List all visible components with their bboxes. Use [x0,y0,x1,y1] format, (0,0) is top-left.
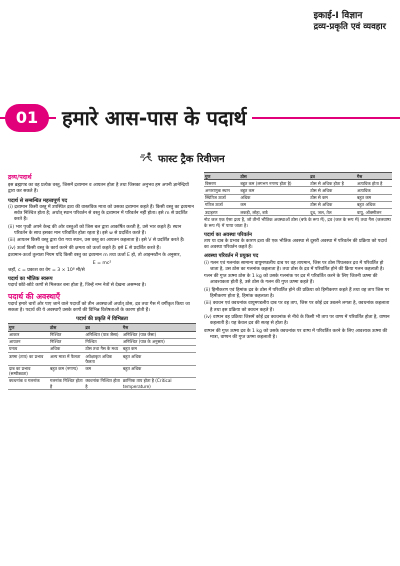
states-text: पदार्थ हमारे चारों ओर पाए जाने वाले पदार्थों को तीन अवस्थाओं अर्थात् ठोस, द्रव तथा गैस में वर्गीकृत किया जा सकता है। पदार्थ की ये अवस्थाएँ उसके कणों की विभिन्न विशेषताओं के कारण होती हैं। [8,301,190,313]
table-cell: कम [239,201,309,208]
table-cell: क्वथनांक व गलनांक [8,377,49,389]
table-cell: बहुत कम [356,194,392,201]
column-header: गुण [204,173,239,180]
column-header: गैस [122,324,196,331]
states-heading: पदार्थ की अवस्थाएँ [8,291,61,301]
section-title-matter: द्रव्य/पदार्थ [8,174,32,181]
table-cell: अल्प मात्रा में फैलता [49,353,84,365]
term-boiling: (iii) क्वथन एवं क्वथनांक वायुमण्डलीय दाब पर वह ताप, जिस पर कोई द्रव उबलने लगता है, क्वथनांक कहलाता है तथा इस प्रक्रिया को क्वथन कहते हैं। [204,301,390,313]
chapter-title: हमारे आस-पास के पदार्थ [56,104,252,132]
column-header: गुण [8,324,49,331]
term-mass: (i) द्रव्यमान किसी वस्तु में उपस्थित द्रव्य की वास्तविक मात्रा को उसका द्रव्यमान कहते हैं। किसी वस्तु का द्रव्यमान सर्वत्र निश्चित होता है; अर्थात् स्थान परिवर्तन से वस्तु के द्रव्यमान में परिवर्तन नहीं होता। इसे m से प्रदर्शित करते हैं। [8,204,194,223]
table-cell: ठोस तथा गैस के मध्य [84,345,122,352]
table-cell: क्वथनांक निश्चित होता है [85,378,120,389]
left-column [8,172,196,390]
physical-nature-text: पदार्थ छोटे-छोटे कणों से मिलकर बना होता है, जिन्हें नग्न नेत्रों से देखना असम्भव है। [8,283,147,289]
column-header: गैस [356,173,392,180]
table-cell: अन्तराणुक स्थान [204,187,239,194]
term-energy: (iv) ऊर्जा किसी वस्तु के कार्य करने की क्षमता को ऊर्जा कहते हैं। इसे E से प्रदर्शित करते हैं। [8,245,161,251]
table-cell: ठोस से अधिक होता है [309,180,356,187]
mass-energy-formula: E = mc² [92,260,112,266]
term-weight: (ii) भार पृथ्वी अपने केन्द्र की ओर वस्तुओं को जिस बल द्वारा आकर्षित करती है, उसे भार कहते हैं। स्थान परिवर्तन के साथ इसका मान परिवर्तित होता रहता है। इसे w से प्रदर्शित करते हैं। [8,224,182,236]
table-cell: अनिश्चित (पात्र जैसा) [122,331,196,338]
column-header: द्रव [309,173,356,180]
change-terms-heading: अवस्था परिवर्तन में प्रयुक्त पद [204,253,259,260]
comparison-table-left [8,323,196,390]
table-cell: दूध, जल, तेल [309,209,356,216]
table-cell: अधिक [49,345,84,352]
fast-track-heading [140,151,225,165]
table-cell: अनिश्चित (पात्र के अनुसार) [122,338,196,345]
formula-where: जहाँ, c = प्रकाश का वेग = 3 × 10⁸ मी/से [8,267,85,273]
terms-heading: पदार्थ से सम्बन्धित महत्त्वपूर्ण पद [8,197,68,204]
table-row [8,345,196,352]
table-cell: घनत्व [8,345,49,352]
table-cell: दाब का प्रभाव (सम्पीड्यता) [8,365,49,377]
table-cell: बहुत कम (नगण्य) [49,365,84,377]
table-cell: आयतन [8,338,49,345]
table-cell: बहुत कम (लगभग नगण्य होता है) [239,180,309,187]
table-cell: क्रान्तिक ताप होता है (Critical temperature) [122,377,196,389]
table-row [8,338,196,345]
change-of-state-heading: पदार्थ का अवस्था परिवर्तन [204,231,252,238]
table-cell: निश्चित [49,338,84,345]
table-cell: अपेक्षाकृत अधिक फैलता [84,353,122,365]
table-cell: लकड़ी, लोहा, बर्फ [239,209,309,216]
table-cell: ठोस से अधिक [309,187,356,194]
term-latent-heat-vaporisation: वाष्पन की गुप्त ऊष्मा द्रव के 1 kg को उसके क्वथनांक पर वाष्प में परिवर्तित करने के लिए आवश्यक ऊष्मा की मात्रा, वाष्पन की गुप्त ऊष्मा कहलाती है। [204,328,388,340]
term-freezing: (ii) हिमीकरण एवं हिमांक द्रव के ठोस में परिवर्तित होने की प्रक्रिया को हिमीकरण कहते हैं तथा वह ताप जिस पर हिमीकरण होता है, हिमांक कहलाता है। [204,287,390,300]
physical-nature-heading: पदार्थ का भौतिक स्वरूप [8,276,53,283]
table-cell: अनिश्चित (पात्र जैसा) [84,331,122,338]
right-column [204,172,392,342]
table-cell: निश्चित [49,331,84,338]
table-cell: अधिक [239,194,309,201]
unit-subtitle: द्रव्य-प्रकृति एवं व्यवहार [313,22,386,32]
chapter-banner [0,104,400,132]
column-header: ठोस [49,324,84,331]
table-cell: ठोस से कम [309,194,356,201]
table-cell: बहुत अधिक [122,365,196,377]
fast-track-title: फास्ट ट्रैक रिवीजन [158,154,225,165]
table-row [8,377,196,389]
table-cell: ऊष्मा (ताप) का प्रभाव [8,353,49,365]
table-cell: गतिज ऊर्जा [204,201,239,208]
unit-label: इकाई-I विज्ञान [313,11,363,21]
comparison-table-title: पदार्थ की प्रकृति में विभिन्नता [76,316,128,323]
term-latent-heat-fusion: गलन की गुप्त ऊष्मा ठोस के 1 kg को उसके गलनांक पर द्रव में परिवर्तित करने के लिए जितनी ऊष्मा की आवश्यकता होती है, उसे ठोस के गलन की गुप्त ऊष्मा कहते हैं। [204,274,378,286]
table-row [8,331,196,338]
table-row [204,187,392,194]
table-row [204,201,392,208]
table-cell: बहुत कम [122,345,196,352]
unit-header [314,8,386,32]
table-cell: वायु, ऑक्सीजन [356,209,392,216]
table-cell: गलनांक निश्चित होता है [49,378,83,389]
table-row [204,209,392,216]
table-row [8,365,196,377]
matter-intro: इस ब्रह्माण्ड का वह प्रत्येक वस्तु, जिसमें द्रव्यमान व आयतन होता है तथा जिसका अनुभव हम अपनी ज्ञानेन्द्रियों द्वारा कर सकते हैं। [8,183,189,195]
table-cell: विसरण [204,180,239,187]
term-volume: (iii) आयतन किसी वस्तु द्वारा घेरा गया स्थान, उस वस्तु का आयतन कहलाता है। इसे V से प्रदर्शित करते हैं। [8,238,185,244]
column-header: ठोस [239,173,309,180]
table-cell: बहुत अधिक [356,201,392,208]
water-note: नोट जल एक ऐसा द्रव्य है, जो तीनों भौतिक अवस्थाओं ठोस (बर्फ के रूप में), द्रव (जल के रूप में) तथा गैस (जलवाष्प के रूप में) में पाया जाता है। [204,218,391,230]
table-cell: अत्यधिक [356,187,392,194]
comparison-table-right [204,172,392,216]
table-cell: बहुत कम [239,187,309,194]
table-cell: स्थितिज ऊर्जा [204,194,239,201]
table-cell: बहुत अधिक [122,353,196,365]
table-cell: ठोस से अधिक [309,201,356,208]
change-of-state-text: ताप या दाब के प्रभाव के कारण द्रव्य की एक भौतिक अवस्था से दूसरी अवस्था में परिवर्तन की प्रक्रिया को पदार्थ का अवस्था परिवर्तन कहते हैं। [204,239,387,251]
table-cell: आकार [8,331,49,338]
table-row [8,353,196,365]
table-row [204,180,392,187]
table-cell: उदाहरण [204,209,239,216]
table-cell: अत्यधिक होता है [356,180,392,187]
einstein-law: द्रव्यमान-ऊर्जा तुल्यता नियम यदि किसी वस्तु का द्रव्यमान m तथा ऊर्जा E हो, तो आइन्सटीन के अनुसार, [8,252,181,258]
table-cell: कम [84,365,122,377]
chapter-number: 01 [5,104,49,132]
table-row [204,194,392,201]
column-header: द्रव [84,324,122,331]
term-melting: (i) गलन एवं गलनांक सामान्य वायुमण्डलीय दाब पर वह तापमान, जिस पर ठोस पिघलकर द्रव में परिवर्तित हो जाता है, उस ठोस का गलनांक कहलाता है। तथा ठोस के द्रव में परिवर्तित होने की क्रिया गलन कहलाती है। [204,260,385,272]
running-figure-icon [140,152,154,165]
table-cell: निश्चित [84,338,122,345]
term-evaporation: (iv) वाष्पन वह प्रक्रिया जिसमें कोई द्रव क्वथनांक से नीचे के किसी भी ताप पर वाष्प में परिवर्तित होता है, वाष्पन कहलाती है। यह केवल द्रव की सतह से होता है। [204,315,390,327]
